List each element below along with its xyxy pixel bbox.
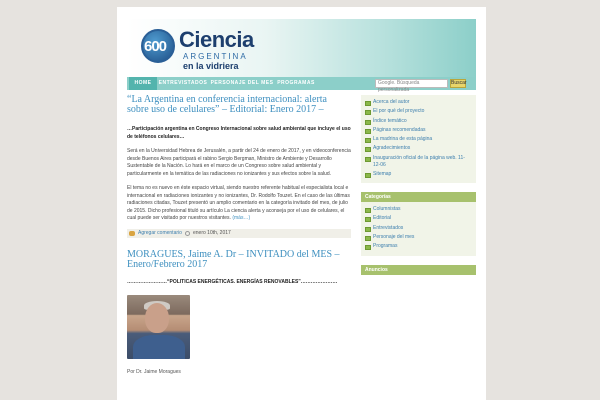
- post-paragraph: El tema no es nuevo en éste espacio virtual, siendo nuestro referente habitual el especialista local e internacional en radiaciones ionizantes y no ionizantes, Dr. Rodolfo Touzet. En el caso de las últimas radiaciones citadas, Touzet presentó un amplio comentario en la categoría invitado del mes, de julio de 2015. Dicho profesional tituló su artículo La ciencia alerta y aconseja por el uso de celulares, el cual puede ser visitado por nuestros visitantes. (más…): [127, 185, 350, 221]
- post-paragraph: Será en la Universidad Hebrea de Jerusalén, a partir del 24 de enero de 2017, y en videoconferencia desde Buenos Aires participará el rabino Sergio Bergman, Ministro de Ambiente y Desarrollo Sustentable de la Nación. Lo hará en el marco de un Congreso sobre salud ambiental y particularmente en la temática de las radiaciones no ionizantes y sus efectos sobre la salud.: [127, 148, 351, 177]
- post-lead: …Participación argentina en Congreso Internacional sobre salud ambiental que incluye el uso de teléfonos celulares…: [127, 126, 351, 140]
- nav-home[interactable]: HOME: [129, 77, 157, 90]
- category-programas[interactable]: Programas: [365, 242, 472, 251]
- sidebar-link-madrina[interactable]: La madrina de esta página: [365, 135, 472, 144]
- main-content: [127, 95, 351, 375]
- category-personaje[interactable]: Personaje del mes: [365, 233, 472, 242]
- search-input[interactable]: Google. Búsqueda personalizada: [375, 79, 448, 88]
- logo-tagline: en la vidriera: [183, 61, 239, 71]
- categories-list: [361, 202, 476, 255]
- search-button[interactable]: Buscar: [451, 80, 467, 86]
- author-photo: [127, 295, 190, 359]
- sidebar-link-agradecimientos[interactable]: Agradecimientos: [365, 144, 472, 153]
- nav-personaje-del-mes[interactable]: PERSONAJE DEL MES: [210, 80, 274, 86]
- logo-country: ARGENTINA: [183, 52, 248, 61]
- page: [117, 7, 486, 400]
- logo-title[interactable]: Ciencia: [179, 27, 254, 52]
- categories-heading: Categorías: [361, 192, 476, 202]
- clock-icon: [185, 231, 190, 236]
- comment-icon: [129, 231, 135, 236]
- nav-entrevistados[interactable]: ENTREVISTADOS: [158, 80, 208, 86]
- post-title[interactable]: MORAGUES, Jaime A. Dr – INVITADO del MES – Enero/Febrero 2017: [127, 248, 340, 270]
- sidebar-link-proyecto[interactable]: El por qué del proyecto: [365, 107, 472, 116]
- logo-number[interactable]: 600: [144, 38, 167, 55]
- sidebar-link-indice[interactable]: Índice temático: [365, 117, 472, 126]
- sidebar-link-acerca[interactable]: Acerca del autor: [365, 98, 472, 107]
- post-title[interactable]: “La Argentina en conferencia internacional: alerta sobre uso de celulares” – Editorial: Enero 2017 –: [127, 94, 327, 115]
- post: [127, 95, 351, 238]
- sidebar-link-inauguracion[interactable]: Inauguración oficial de la página web. 11-12-06: [365, 154, 472, 170]
- pages-list: [361, 95, 476, 183]
- sidebar: [361, 95, 476, 275]
- sidebar-link-paginas[interactable]: Páginas recomendadas: [365, 126, 472, 135]
- category-columnistas[interactable]: Columnistas: [365, 205, 472, 214]
- site-header: [127, 19, 476, 77]
- add-comment-link[interactable]: Agregar comentario: [138, 229, 182, 236]
- post-date: enero 10th, 2017: [193, 229, 231, 236]
- photo-caption: Por Dr. Jaime Moragues: [127, 368, 181, 375]
- category-editorial[interactable]: Editorial: [365, 214, 472, 223]
- ads-heading: Anuncios: [361, 265, 476, 275]
- read-more-link[interactable]: (más…): [232, 215, 251, 221]
- main-nav: [127, 77, 476, 93]
- post: [127, 250, 351, 375]
- photo-face: [145, 303, 169, 333]
- nav-programas[interactable]: PROGRAMAS: [277, 80, 315, 86]
- post-meta: [127, 229, 351, 238]
- sidebar-link-sitemap[interactable]: Sitemap: [365, 170, 472, 179]
- photo-body: [133, 335, 185, 359]
- category-entrevistados[interactable]: Entrevistados: [365, 224, 472, 233]
- post-subtitle: ……………………“POLITICAS ENERGÉTICAS. ENERGÍAS RENOVABLES”………………….: [127, 278, 338, 285]
